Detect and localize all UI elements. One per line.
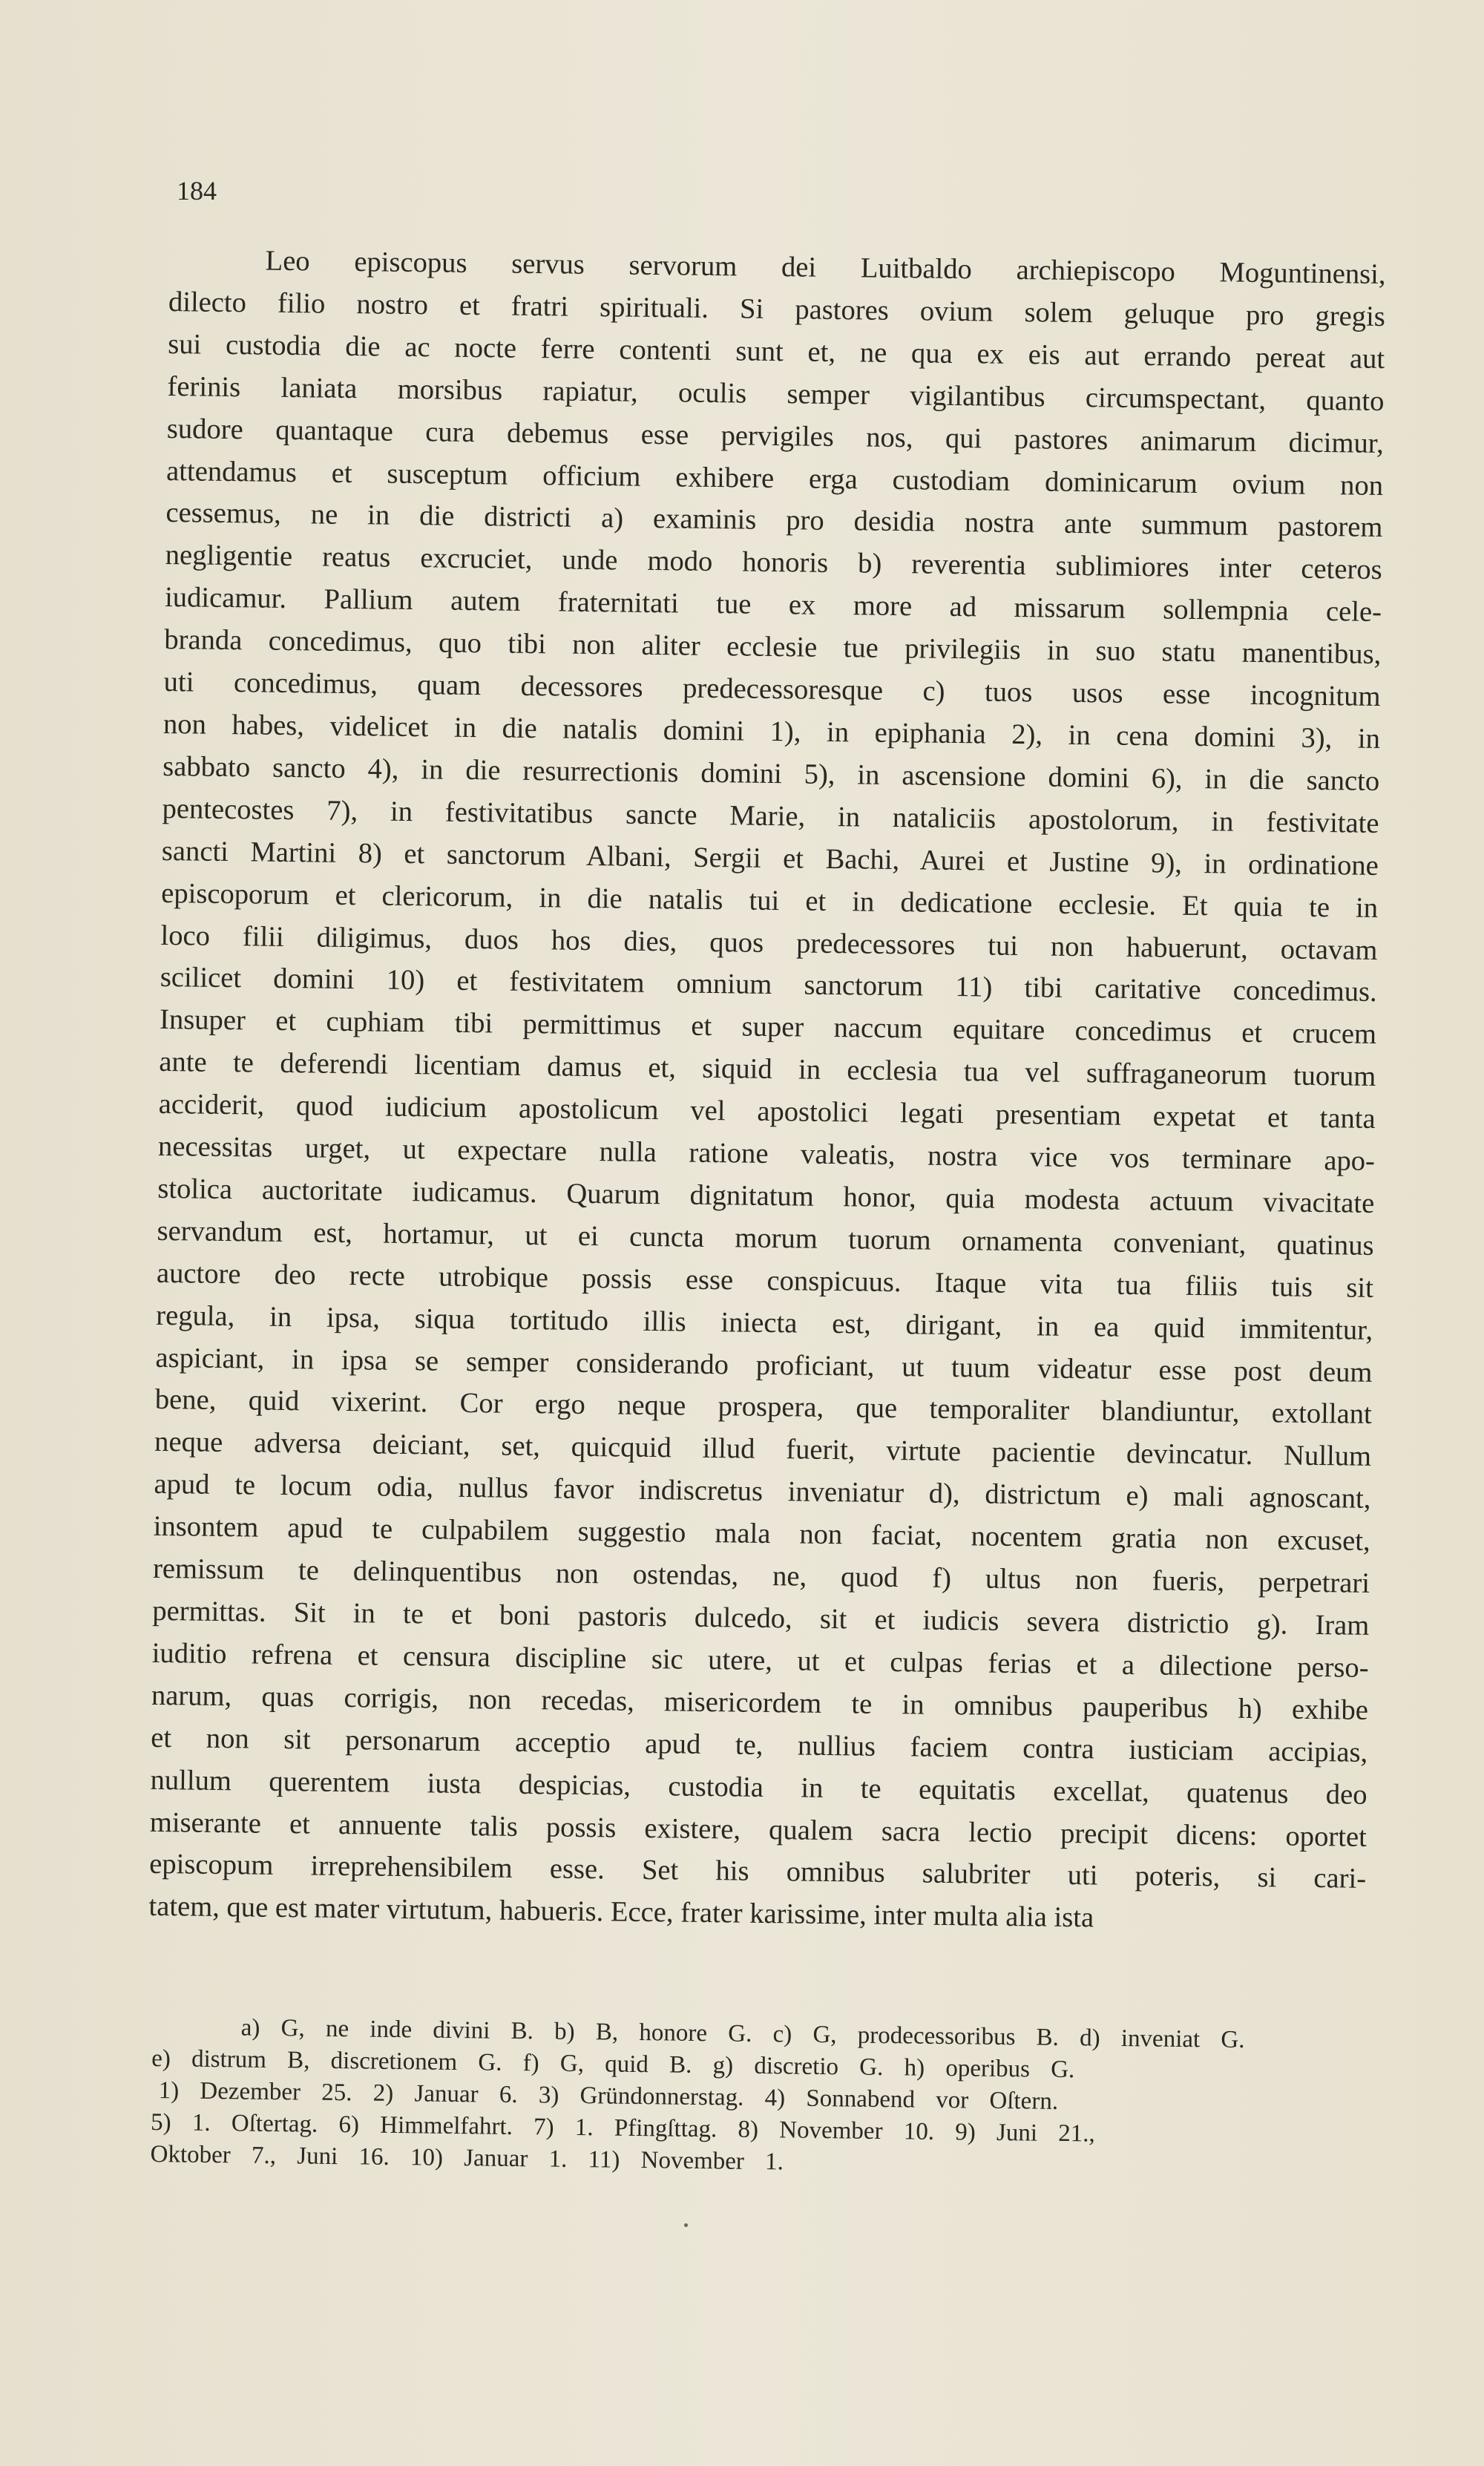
text-line: sabbato sancto 4), in die resurrectionis domini 5), in ascensione domini 6), in die sancto xyxy=(162,750,1380,797)
text-line: narum, quas corrigis, non recedas, misericordem te in omnibus pauperibus h) exhibe xyxy=(151,1679,1369,1726)
text-line: pentecostes 7), in festivitatibus sancte Marie, in nataliciis apostolorum, in festivitate xyxy=(162,793,1379,839)
text-line: scilicet domini 10) et festivitatem omnium sanctorum 11) tibi caritative concedimus. xyxy=(160,962,1377,1009)
text-line: remissum te delinquentibus non ostendas, ne, quod f) ultus non fueris, perpetrari xyxy=(152,1552,1370,1599)
text-line: permittas. Sit in te et boni pastoris dulcedo, sit et iudicis severa districtio g). Iram xyxy=(152,1595,1370,1642)
text-line: ante te deferendi licentiam damus et, siquid in ecclesia tua vel suffraganeorum tuorum xyxy=(159,1046,1376,1093)
ink-dot xyxy=(684,2223,688,2227)
text-line: ferinis laniata morsibus rapiatur, oculis semper vigilantibus circumspectant, quanto xyxy=(167,370,1385,417)
text-line: apud te locum odia, nullus favor indiscretus inveniatur d), districtum e) mali agnoscant, xyxy=(154,1469,1371,1515)
text-line: servandum est, hortamur, ut ei cuncta morum tuorum ornamenta conveniant, quatinus xyxy=(157,1215,1374,1262)
text-line: branda concedimus, quo tibi non aliter ecclesie tue privilegiis in suo statu manentibus, xyxy=(164,624,1382,671)
text-line: tatem, que est mater virtutum, habueris. Ecce, frater karissime, inter multa alia ista xyxy=(148,1891,1094,1934)
text-line: sudore quantaque cura debemus esse pervigiles nos, qui pastores animarum dicimur, xyxy=(166,413,1385,459)
text-line: insontem apud te culpabilem suggestio mala non faciat, nocentem gratia non excuset, xyxy=(153,1511,1370,1558)
text-line: negligentie reatus excruciet, unde modo honoris b) reverentia sublimiores inter ceteros xyxy=(165,540,1382,586)
text-line: auctore deo recte utrobique possis esse conspicuus. Itaque vita tua filiis tuis sit xyxy=(156,1257,1374,1304)
text-line: cessemus, ne in die districti a) examinis pro desidia nostra ante summum pastorem xyxy=(165,497,1383,544)
footnote-variants-row: e) distrum B, discretionem G. f) G, quid B. g) discretio G. h) operibus G. xyxy=(151,2044,1075,2084)
text-line: dilecto filio nostro et fratri spirituali. Si pastores ovium solem geluque pro gregis xyxy=(168,286,1386,332)
text-line: episcoporum et clericorum, in die natalis tui et in dedicatione ecclesie. Et quia te in xyxy=(160,877,1379,924)
text-line: miserante et annuente talis possis existere, qualem sacra lectio precipit dicens: oportet xyxy=(149,1806,1368,1853)
footnote-dates-row: 1) Dezember 25. 2) Januar 6. 3) Gründonnerstag. 4) Sonnabend vor Oſtern. xyxy=(158,2077,1059,2115)
text-line: attendamus et susceptum officium exhibere erga custodiam dominicarum ovium non xyxy=(165,455,1384,502)
text-line: iudicamur. Pallium autem fraternitati tue ex more ad missarum sollempnia cele- xyxy=(164,582,1382,629)
text-line: loco filii diligimus, duos hos dies, quos predecessores tui non habuerunt, octavam xyxy=(160,919,1378,966)
body-text xyxy=(148,239,1386,1943)
page-number: 184 xyxy=(177,176,217,206)
text-line: Leo episcopus servus servorum dei Luitbaldo archiepiscopo Moguntinensi, xyxy=(265,245,1386,291)
text-line: neque adversa deiciant, set, quicquid illud fuerit, virtute pacientie devincatur. Nullum xyxy=(154,1426,1372,1473)
footnote-dates-row: Oktober 7., Juni 16. 10) Januar 1. 11) November 1. xyxy=(150,2140,784,2176)
text-line: stolica auctoritate iudicamus. Quarum dignitatum honor, quia modesta actuum vivacitate xyxy=(157,1173,1375,1219)
text-line: et non sit personarum acceptio apud te, nullius faciem contra iusticiam accipias, xyxy=(151,1722,1368,1768)
footnotes xyxy=(150,2011,1388,2185)
text-line: non habes, videlicet in die natalis domini 1), in epiphania 2), in cena domini 3), in xyxy=(162,708,1381,755)
text-line: uti concedimus, quam decessores predecessoresque c) tuos usos esse incognitum xyxy=(163,666,1381,713)
footnote-variants-row: a) G, ne inde divini B. b) B, honore G. c) G, prodecessoribus B. d) inveniat G. xyxy=(240,2014,1245,2053)
text-line: episcopum irreprehensibilem esse. Set his omnibus salubriter uti poteris, si cari- xyxy=(148,1849,1367,1895)
text-line: necessitas urget, ut expectare nulla ratione valeatis, nostra vice vos terminare apo- xyxy=(157,1130,1376,1177)
text-line: sui custodia die ac nocte ferre contenti sunt et, ne qua ex eis aut errando pereat aut xyxy=(168,328,1385,375)
text-line: sancti Martini 8) et sanctorum Albani, Sergii et Bachi, Aurei et Justine 9), in ordinatione xyxy=(161,835,1379,882)
text-line: bene, quid vixerint. Cor ergo neque prospera, que temporaliter blandiuntur, extollant xyxy=(154,1384,1373,1431)
text-line: Insuper et cuphiam tibi permittimus et super naccum equitare concedimus et crucem xyxy=(159,1004,1377,1051)
text-line: acciderit, quod iudicium apostolicum vel apostolici legati presentiam expetat et tanta xyxy=(158,1089,1376,1135)
text-line: iuditio refrena et censura discipline sic utere, ut et culpas ferias et a dilectione perso- xyxy=(151,1637,1369,1684)
text-line: aspiciant, in ipsa se semper considerando proficiant, ut tuum videatur esse post deum xyxy=(155,1342,1373,1388)
text-line: regula, in ipsa, siqua tortitudo illis iniecta est, dirigant, in ea quid immitentur, xyxy=(156,1299,1373,1346)
text-line: nullum querentem iusta despicias, custodia in te equitatis excellat, quatenus deo xyxy=(150,1764,1368,1811)
footnote-dates-row: 5) 1. Oſtertag. 6) Himmelfahrt. 7) 1. Pfingſttag. 8) November 10. 9) Juni 21., xyxy=(150,2108,1096,2148)
